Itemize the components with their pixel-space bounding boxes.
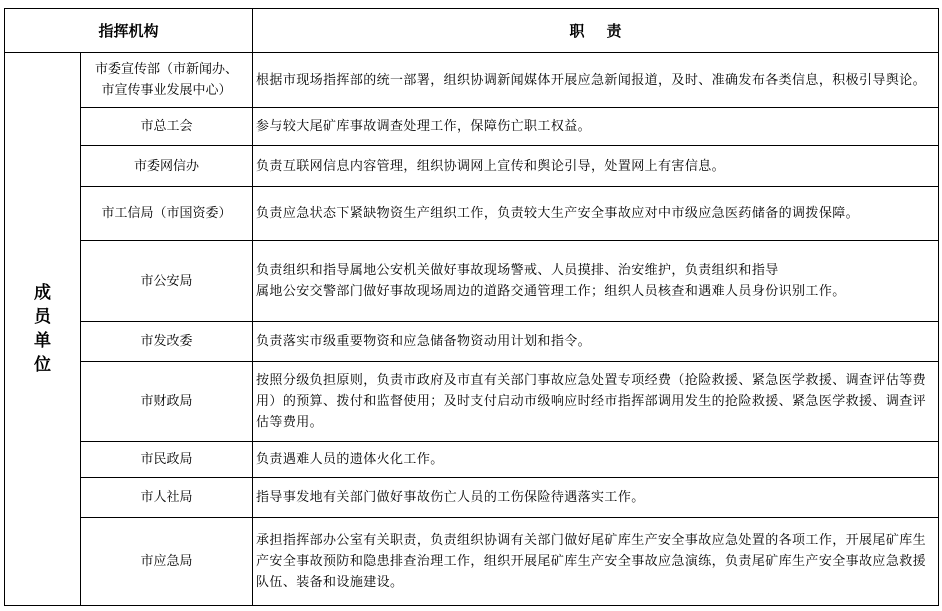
table-header-row (5, 9, 939, 53)
unit-duty: 按照分级负担原则，负责市政府及市直有关部门事故应急处置专项经费（抢险救援、紧急医学救援、调查评估等费用）的预算、拨付和监督使用；及时支付启动市级响应时经市指挥部调用发生的抢险救援、紧急医学救援、调查评估等费用。 (253, 362, 939, 442)
unit-name: 市工信局（市国资委） (81, 187, 253, 241)
unit-duty: 根据市现场指挥部的统一部署，组织协调新闻媒体开展应急新闻报道，及时、准确发布各类信息，积极引导舆论。 (253, 53, 939, 108)
unit-name: 市人社局 (81, 478, 253, 518)
table-row (5, 322, 939, 362)
table-row (5, 362, 939, 442)
table-row (5, 478, 939, 518)
unit-name: 市民政局 (81, 442, 253, 478)
header-command-org: 指挥机构 (5, 9, 253, 53)
unit-duty: 负责应急状态下紧缺物资生产组织工作，负责较大生产安全事故应对中市级应急医药储备的调拨保障。 (253, 187, 939, 241)
unit-duty: 负责互联网信息内容管理，组织协调网上宣传和舆论引导，处置网上有害信息。 (253, 146, 939, 187)
header-duty: 职责 (253, 9, 939, 53)
table-row (5, 187, 939, 241)
member-units-label-text: 成员单位 (34, 283, 51, 375)
table-row (5, 518, 939, 606)
unit-duty: 指导事发地有关部门做好事故伤亡人员的工伤保险待遇落实工作。 (253, 478, 939, 518)
responsibility-table (4, 8, 939, 606)
unit-name: 市财政局 (81, 362, 253, 442)
unit-name: 市公安局 (81, 241, 253, 322)
table-row (5, 146, 939, 187)
table-row (5, 53, 939, 108)
table-row (5, 108, 939, 146)
unit-duty: 负责落实市级重要物资和应急储备物资动用计划和指令。 (253, 322, 939, 362)
unit-name: 市应急局 (81, 518, 253, 606)
unit-name: 市发改委 (81, 322, 253, 362)
unit-duty: 参与较大尾矿库事故调查处理工作，保障伤亡职工权益。 (253, 108, 939, 146)
unit-name: 市委网信办 (81, 146, 253, 187)
unit-duty: 负责组织和指导属地公安机关做好事故现场警戒、人员摸排、治安维护，负责组织和指导 属地公安交警部门做好事故现场周边的道路交通管理工作；组织人员核查和遇难人员身份识别工作。 (253, 241, 939, 322)
table-row (5, 241, 939, 322)
unit-duty: 负责遇难人员的遗体火化工作。 (253, 442, 939, 478)
unit-name: 市总工会 (81, 108, 253, 146)
table-row (5, 442, 939, 478)
unit-duty: 承担指挥部办公室有关职责，负责组织协调有关部门做好尾矿库生产安全事故应急处置的各项工作，开展尾矿库生产安全事故预防和隐患排查治理工作，组织开展尾矿库生产安全事故应急演练，负责尾矿库生产安全事故应急救援队伍、装备和设施建设。 (253, 518, 939, 606)
member-units-group-label (5, 53, 81, 606)
unit-name: 市委宣传部（市新闻办、 市宣传事业发展中心） (81, 53, 253, 108)
